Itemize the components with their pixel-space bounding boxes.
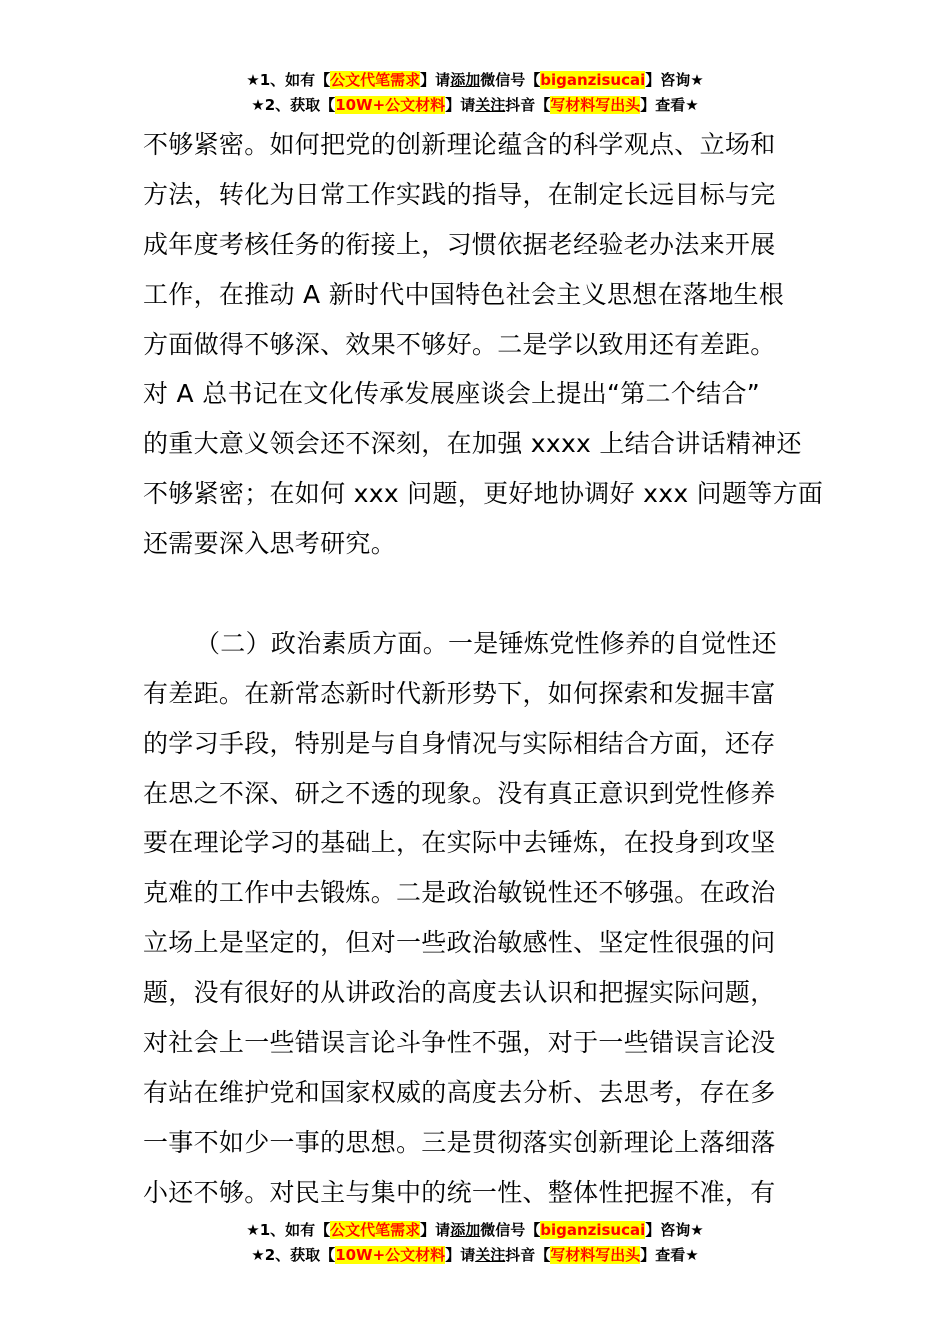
banner-text: 微信号【: [480, 1221, 541, 1239]
banner-text: 】请: [420, 71, 451, 89]
banner-text: 】查看★: [640, 96, 699, 114]
text-line: 成年度考核任务的衔接上，习惯依据老经验老办法来开展: [143, 229, 776, 259]
highlight-text: 公文代笔需求: [330, 1221, 421, 1239]
text-line: 小还不够。对民主与集中的统一性、整体性把握不准，有: [143, 1177, 776, 1207]
banner-text: 1、如有【: [259, 1221, 331, 1239]
text-line: 立场上是坚定的，但对一些政治敏感性、坚定性很强的问: [143, 928, 776, 958]
text-line: （二）政治素质方面。一是锤炼党性修养的自觉性还: [195, 628, 777, 658]
text-line: 不够紧密。如何把党的创新理论蕴含的科学观点、立场和: [143, 130, 776, 159]
underlined-text: 添加: [450, 1221, 481, 1239]
text-line: 还需要深入思考研究。: [143, 529, 397, 559]
banner-line-wechat: [0, 68, 950, 93]
text-line: 要在理论学习的基础上，在实际中去锤炼，在投身到攻坚: [143, 828, 776, 858]
underlined-text: 关注: [475, 96, 506, 114]
douyin-account: 写材料写出头: [550, 96, 641, 114]
star-icon: ★: [246, 1221, 260, 1239]
highlight-text: 10W+公文材料: [335, 96, 446, 114]
banner-text: 】查看★: [640, 1246, 699, 1264]
text-line: 在思之不深、研之不透的现象。没有真正意识到党性修养: [143, 778, 776, 808]
text-line: 有差距。在新常态新时代新形势下，如何探索和发掘丰富: [143, 678, 776, 708]
star-icon: ★: [251, 1246, 265, 1264]
banner-text: 2、获取【: [264, 1246, 336, 1264]
text-line: 的重大意义领会还不深刻，在加强 xxxx 上结合讲话精神还: [143, 429, 802, 459]
text-line: 方面做得不够深、效果不够好。二是学以致用还有差距。: [143, 329, 776, 359]
banner-text: 】咨询★: [645, 71, 704, 89]
banner-line-wechat: [0, 1218, 950, 1243]
banner-line-douyin: [0, 1243, 950, 1268]
banner-text: 抖音【: [505, 96, 551, 114]
text-line: 克难的工作中去锻炼。二是政治敏锐性还不够强。在政治: [143, 878, 776, 908]
text-line: 对 A 总书记在文化传承发展座谈会上提出“第二个结合”: [143, 379, 761, 409]
header-banner: [0, 68, 950, 118]
text-line: 一事不如少一事的思想。三是贯彻落实创新理论上落细落: [143, 1127, 776, 1157]
banner-text: 】请: [445, 96, 476, 114]
banner-text: 】咨询★: [645, 1221, 704, 1239]
star-icon: ★: [251, 96, 265, 114]
footer-banner: [0, 1218, 950, 1268]
banner-text: 2、获取【: [264, 96, 336, 114]
text-line: 有站在维护党和国家权威的高度去分析、去思考，存在多: [143, 1077, 776, 1107]
underlined-text: 关注: [475, 1246, 506, 1264]
banner-text: 微信号【: [480, 71, 541, 89]
text-line: 工作，在推动 A 新时代中国特色社会主义思想在落地生根: [143, 279, 785, 309]
text-line: 不够紧密；在如何 xxx 问题，更好地协调好 xxx 问题等方面: [143, 479, 824, 509]
text-line: 题，没有很好的从讲政治的高度去认识和把握实际问题，: [143, 978, 776, 1008]
highlight-text: 公文代笔需求: [330, 71, 421, 89]
paragraph-gap: [143, 569, 808, 619]
banner-text: 1、如有【: [259, 71, 331, 89]
paragraph-1: [143, 120, 824, 569]
paragraph-2: [143, 619, 808, 1218]
text-line: 方法，转化为日常工作实践的指导，在制定长远目标与完: [143, 179, 776, 209]
wechat-id: biganzisucai: [540, 71, 646, 89]
banner-text: 】请: [445, 1246, 476, 1264]
underlined-text: 添加: [450, 71, 481, 89]
text-line: 对社会上一些错误言论斗争性不强，对于一些错误言论没: [143, 1028, 776, 1058]
banner-line-douyin: [0, 93, 950, 118]
document-body: [143, 120, 824, 1218]
highlight-text: 10W+公文材料: [335, 1246, 446, 1264]
wechat-id: biganzisucai: [540, 1221, 646, 1239]
star-icon: ★: [246, 71, 260, 89]
douyin-account: 写材料写出头: [550, 1246, 641, 1264]
text-line: 的学习手段，特别是与自身情况与实际相结合方面，还存: [143, 728, 776, 758]
banner-text: 抖音【: [505, 1246, 551, 1264]
banner-text: 】请: [420, 1221, 451, 1239]
